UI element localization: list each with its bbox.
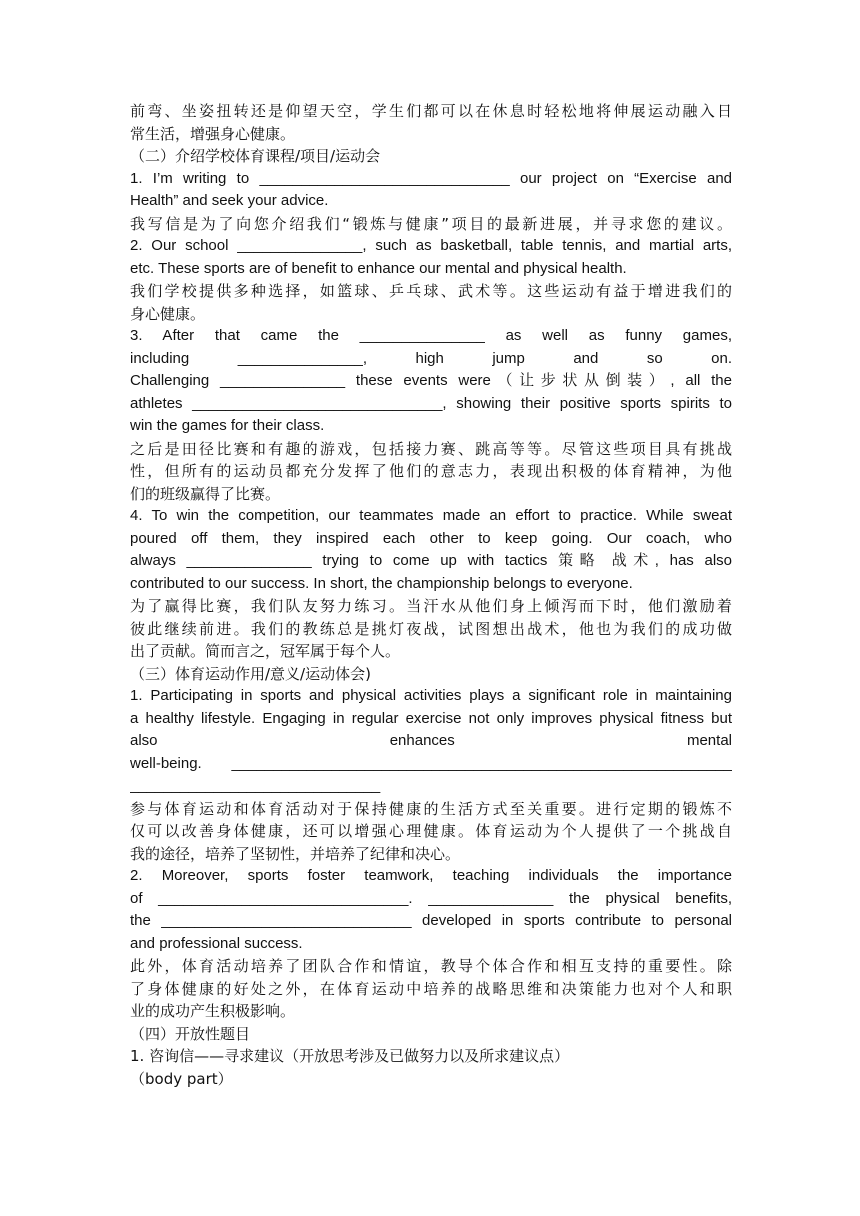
text-line: 了身体健康的好处之外，在体育运动中培养的战略思维和决策能力也对个人和职 <box>130 979 732 998</box>
text-line: （四）开放性题目 <box>130 1024 251 1043</box>
text-line: 常生活，增强身心健康。 <box>130 124 296 143</box>
text-line: athletes ______________________________, showing their positive sports spirits to <box>130 394 732 412</box>
text-line: 2. Moreover, sports foster teamwork, teaching individuals the importance <box>130 867 732 884</box>
text-line: 2. Our school _______________, such as basketball, table tennis, and martial arts, <box>130 237 732 254</box>
text-line: （三）体育运动作用/意义/运动体会) <box>130 664 371 683</box>
text-line: well-being. ____________________________________________________________ <box>130 754 732 772</box>
text-line: 1. 咨询信——寻求建议（开放思考涉及已做努力以及所求建议点） <box>130 1047 570 1065</box>
text-line: including _______________, high jump and so on. <box>130 349 732 367</box>
text-line: （二）介绍学校体育课程/项目/运动会 <box>130 147 381 165</box>
text-line: ______________________________ <box>130 777 381 794</box>
text-line: 4. To win the competition, our teammates made an effort to practice. While sweat <box>130 507 732 524</box>
text-line: 业的成功产生积极影响。 <box>130 1002 296 1020</box>
text-line: 彼此继续前进。我们的教练总是挑灯夜战，试图想出战术，他也为我们的成功做 <box>130 619 732 638</box>
text-line: always _______________ trying to come up with tactics 策略 战术, has also <box>130 552 732 569</box>
text-line: 为了赢得比赛，我们队友努力练习。当汗水从他们身上倾泻而下时，他们激励着 <box>130 597 732 615</box>
text-line: 1. Participating in sports and physical activities plays a significant role in maintaining <box>130 687 732 704</box>
text-line: 我们学校提供多种选择，如篮球、乒乓球、武术等。这些运动有益于增进我们的 <box>130 282 732 300</box>
text-line: contributed to our success. In short, the championship belongs to everyone. <box>130 574 633 592</box>
text-line: 前弯、坐姿扭转还是仰望天空，学生们都可以在休息时轻松地将伸展运动融入日 <box>130 102 732 120</box>
text-line: 仅可以改善身体健康，还可以增强心理健康。体育运动为个人提供了一个挑战自 <box>130 822 732 840</box>
text-line: 出了贡献。简而言之，冠军属于每个人。 <box>130 642 401 660</box>
text-line: 身心健康。 <box>130 304 206 323</box>
text-line: etc. These sports are of benefit to enhance our mental and physical health. <box>130 259 627 277</box>
text-line: 1. I’m writing to ______________________________ our project on “Exercise and <box>130 169 732 187</box>
text-line: Health” and seek your advice. <box>130 192 329 209</box>
text-line: a healthy lifestyle. Engaging in regular exercise not only improves physical fitness but <box>130 709 732 727</box>
text-line: 3. After that came the _______________ as well as funny games, <box>130 327 732 344</box>
text-line: 我写信是为了向您介绍我们“锻炼与健康”项目的最新进展，并寻求您的建议。 <box>130 214 732 233</box>
document-page <box>130 100 732 1090</box>
text-line: 们的班级赢得了比赛。 <box>130 484 281 503</box>
text-line: of ______________________________. _______________ the physical benefits, <box>130 889 732 907</box>
text-line: Challenging _______________ these events were（让步状从倒装）, all the <box>130 372 732 389</box>
text-line: 参与体育运动和体育活动对于保持健康的生活方式至关重要。进行定期的锻炼不 <box>130 799 732 818</box>
text-line: win the games for their class. <box>130 417 325 434</box>
text-line: 我的途径，培养了坚韧性，并培养了纪律和决心。 <box>130 844 461 863</box>
text-line: poured off them, they inspired each other to keep going. Our coach, who <box>130 529 732 547</box>
text-line: the ______________________________ developed in sports contribute to personal <box>130 912 732 929</box>
text-line: 性，但所有的运动员都充分发挥了他们的意志力，表现出积极的体育精神，为他 <box>130 462 732 480</box>
text-line: and professional success. <box>130 934 303 952</box>
text-line: （body part） <box>130 1069 233 1088</box>
text-line: also enhances mental <box>130 732 732 749</box>
text-line: 之后是田径比赛和有趣的游戏，包括接力赛、跳高等等。尽管这些项目具有挑战 <box>130 439 732 458</box>
text-line: 此外，体育活动培养了团队合作和情谊，教导个体合作和相互支持的重要性。除 <box>130 957 732 975</box>
